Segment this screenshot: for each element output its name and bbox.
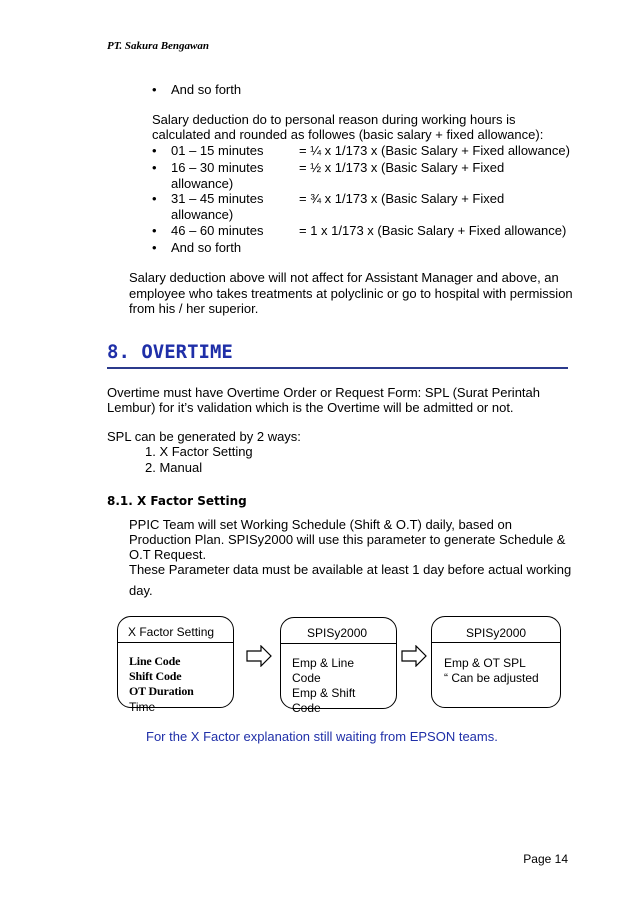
deduction-intro-line2: calculated and rounded as followes (basic salary + fixed allowance):	[152, 127, 544, 142]
overtime-line1: Overtime must have Overtime Order or Request Form: SPL (Surat Perintah	[107, 385, 540, 400]
right-arrow-icon	[401, 645, 427, 667]
deduction-range: 16 – 30 minutes	[171, 160, 264, 175]
deduction-range: 31 – 45 minutes	[171, 191, 264, 206]
deduction-formula: = ½ x 1/173 x (Basic Salary + Fixed	[299, 160, 505, 175]
box-title: SPISy2000	[466, 626, 527, 640]
right-arrow-icon	[246, 645, 272, 667]
deduction-formula-cont: allowance)	[171, 207, 234, 222]
list-item: 1. X Factor Setting	[145, 444, 253, 459]
subsection-line2: Production Plan. SPISy2000 will use this parameter to generate Schedule &	[129, 532, 566, 547]
box-line: Code	[292, 671, 321, 685]
section-heading: 8. OVERTIME	[107, 340, 568, 369]
note-line2: employee who takes treatments at polyclinic or go to hospital with permission	[129, 286, 573, 301]
box-line: Shift Code	[129, 669, 182, 683]
box-divider	[432, 642, 560, 643]
bullet-icon: •	[152, 82, 157, 97]
box-line: Code	[292, 701, 321, 715]
deduction-range: 46 – 60 minutes	[171, 223, 264, 238]
deduction-formula-cont: allowance)	[171, 176, 234, 191]
spl-intro: SPL can be generated by 2 ways:	[107, 429, 301, 444]
box-line: Emp & OT SPL	[444, 656, 526, 670]
deduction-intro-line1: Salary deduction do to personal reason during working hours is	[152, 112, 516, 127]
page-number: Page 14	[523, 852, 568, 866]
subsection-heading: 8.1. X Factor Setting	[107, 494, 247, 508]
box-title: SPISy2000	[307, 626, 368, 640]
subsection-line3: O.T Request.	[129, 547, 207, 562]
bullet-icon: •	[152, 240, 157, 255]
note-line1: Salary deduction above will not affect for Assistant Manager and above, an	[129, 270, 559, 285]
deduction-formula: = ¼ x 1/173 x (Basic Salary + Fixed allowance)	[299, 143, 570, 158]
subsection-line1: PPIC Team will set Working Schedule (Shift & O.T) daily, based on	[129, 517, 512, 532]
bullet-icon: •	[152, 223, 157, 238]
bullet-icon: •	[152, 160, 157, 175]
company-name: PT. Sakura Bengawan	[107, 40, 209, 52]
list-item: And so forth	[171, 240, 242, 255]
box-line: “ Can be adjusted	[444, 671, 539, 685]
list-item: And so forth	[171, 82, 242, 97]
deduction-range: 01 – 15 minutes	[171, 143, 264, 158]
deduction-formula: = 1 x 1/173 x (Basic Salary + Fixed allowance)	[299, 223, 567, 238]
list-item: 2. Manual	[145, 460, 203, 475]
note-line3: from his / her superior.	[129, 301, 259, 316]
subsection-line5: day.	[129, 583, 153, 598]
box-line: Time	[129, 700, 156, 714]
box-line: Line Code	[129, 654, 181, 668]
box-line: Emp & Line	[292, 656, 355, 670]
box-title: X Factor Setting	[128, 625, 215, 639]
subsection-line4: These Parameter data must be available at least 1 day before actual working	[129, 562, 572, 577]
box-divider	[118, 642, 233, 643]
deduction-formula: = ¾ x 1/173 x (Basic Salary + Fixed	[299, 191, 505, 206]
overtime-line2: Lembur) for it’s validation which is the Overtime will be admitted or not.	[107, 400, 514, 415]
box-line: Emp & Shift	[292, 686, 356, 700]
bullet-icon: •	[152, 191, 157, 206]
box-divider	[281, 643, 396, 644]
footnote: For the X Factor explanation still waiting from EPSON teams.	[146, 729, 498, 744]
box-line: OT Duration	[129, 684, 194, 698]
bullet-icon: •	[152, 143, 157, 158]
